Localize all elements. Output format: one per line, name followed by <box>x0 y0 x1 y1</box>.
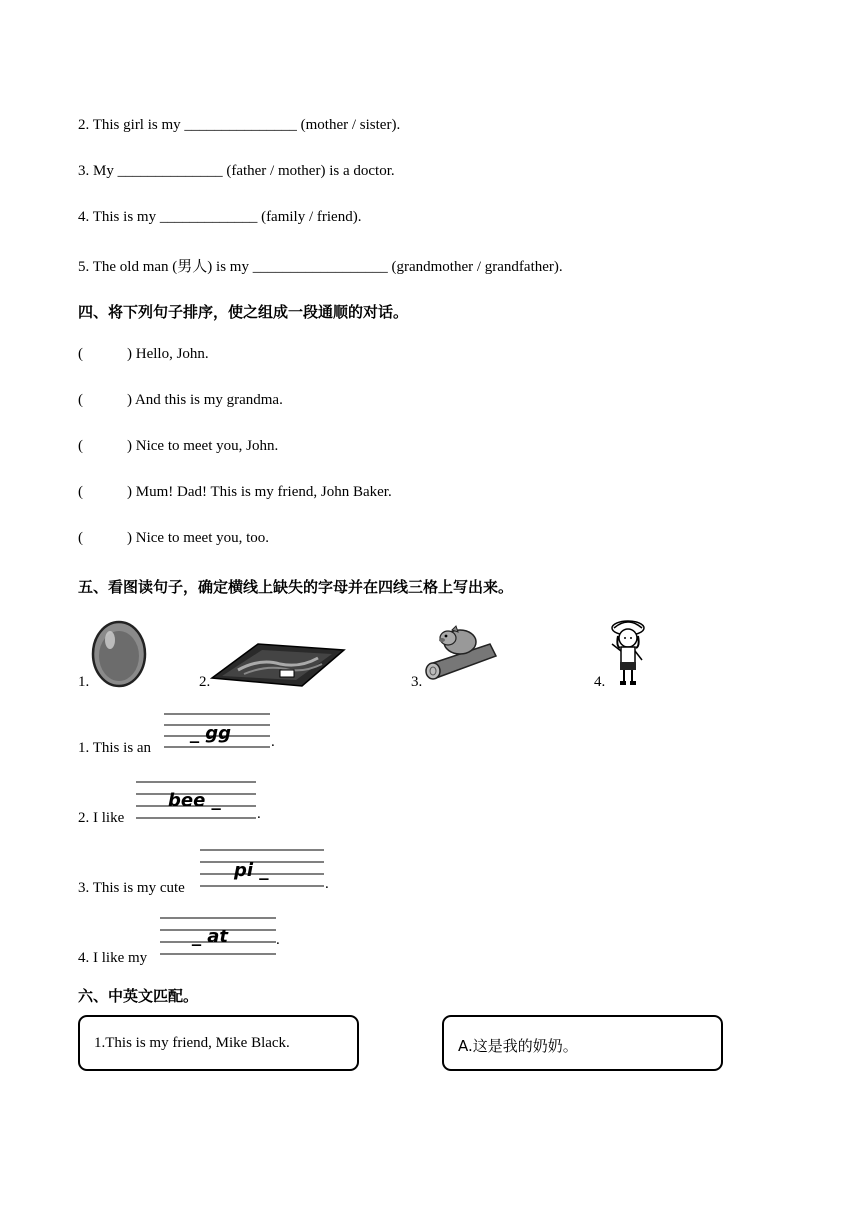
dialogue-text: Hello, John. <box>135 346 209 362</box>
dialogue-text: Nice to meet you, too. <box>135 530 270 546</box>
grid-word-2: bee _ <box>168 790 221 811</box>
picture-number-4: 4. <box>594 674 606 690</box>
order-paren-open: ( <box>78 392 83 408</box>
grid-word-3: pi _ <box>234 860 269 881</box>
four-line-grid-3[interactable] <box>200 848 334 892</box>
match-box-english-1[interactable] <box>78 1015 359 1071</box>
grid-sentence-1-prefix: 1. This is an <box>78 740 152 756</box>
order-paren-close: ) <box>127 530 132 546</box>
grid-sentence-3-prefix: 3. This is my cute <box>78 880 185 896</box>
match-box-chinese-a-text: A.这是我的奶奶。 <box>458 1037 578 1055</box>
egg-icon <box>90 616 148 693</box>
grid-period-2: . <box>257 806 261 822</box>
dialogue-line-4 <box>78 484 392 501</box>
grid-word-4: _ at <box>192 926 229 947</box>
dialogue-line-2 <box>78 392 283 409</box>
picture-number-2: 2. <box>199 674 211 690</box>
grid-word-1: _ gg <box>190 723 232 744</box>
dialogue-text: And this is my grandma. <box>134 392 283 408</box>
four-line-grid-1[interactable] <box>164 712 278 752</box>
order-paren-close: ) <box>127 484 132 500</box>
picture-number-3: 3. <box>411 674 423 690</box>
dialogue-text: Nice to meet you, John. <box>135 438 279 454</box>
fill-in-item-3: 3. My ______________ (father / mother) is a doctor. <box>78 163 395 179</box>
order-paren-open: ( <box>78 530 83 546</box>
section-4-heading: 四、将下列句子排序，使之组成一段通顺的对话。 <box>78 303 409 321</box>
order-paren-close: ) <box>127 392 132 408</box>
dialogue-text: Mum! Dad! This is my friend, John Baker. <box>135 484 392 500</box>
bread-icon <box>210 638 346 693</box>
dialogue-line-1 <box>78 346 209 363</box>
grid-sentence-2-prefix: 2. I like <box>78 810 125 826</box>
picture-number-1: 1. <box>78 674 90 690</box>
pig-on-log-icon <box>424 624 500 689</box>
match-box-english-1-text: 1.This is my friend, Mike Black. <box>94 1035 290 1051</box>
girl-icon <box>606 616 650 693</box>
fill-in-item-2: 2. This girl is my _______________ (mother / sister). <box>78 117 401 133</box>
grid-period-4: . <box>276 932 280 948</box>
match-box-chinese-a[interactable] <box>442 1015 723 1071</box>
order-paren-close: ) <box>127 346 132 362</box>
dialogue-line-5 <box>78 530 269 547</box>
grid-sentence-4-prefix: 4. I like my <box>78 950 148 966</box>
grid-period-1: . <box>271 734 275 750</box>
section-5-heading: 五、看图读句子，确定横线上缺失的字母并在四线三格上写出来。 <box>78 578 514 596</box>
section-6-heading: 六、中英文匹配。 <box>78 987 199 1005</box>
four-line-grid-4[interactable] <box>160 916 290 960</box>
order-paren-close: ) <box>127 438 132 454</box>
order-paren-open: ( <box>78 438 83 454</box>
fill-in-item-5: 5. The old man (男人) is my __________________ (grandmother / grandfather). <box>78 259 563 275</box>
dialogue-line-3 <box>78 438 278 455</box>
order-paren-open: ( <box>78 484 83 500</box>
fill-in-item-4: 4. This is my _____________ (family / friend). <box>78 209 362 225</box>
order-paren-open: ( <box>78 346 83 362</box>
four-line-grid-2[interactable] <box>136 780 266 824</box>
grid-period-3: . <box>325 876 329 892</box>
